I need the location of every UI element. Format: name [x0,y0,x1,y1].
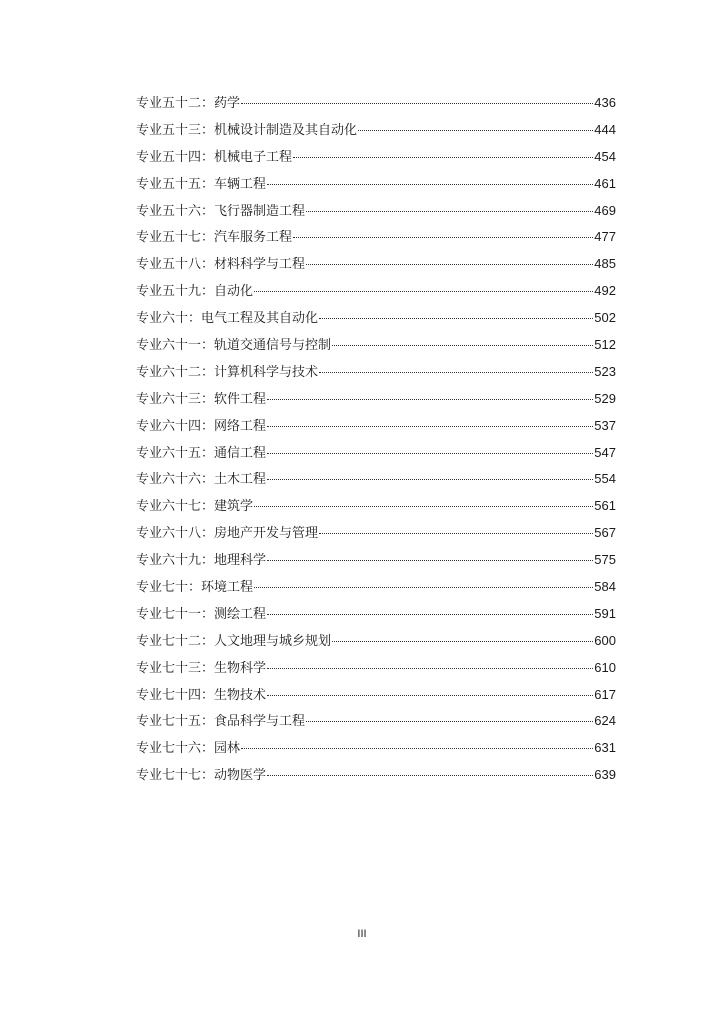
toc-entry-page-number[interactable]: 502 [594,310,616,326]
toc-entry-title[interactable]: 专业七十三：生物科学 [136,660,267,676]
toc-entry-title[interactable]: 专业七十六：园林 [136,741,241,757]
toc-entry[interactable] [136,119,616,146]
toc-entry[interactable] [136,684,616,711]
toc-dot-leader [254,281,593,292]
toc-entry-title[interactable]: 专业六十九：地理科学 [136,553,267,569]
toc-dot-leader [319,308,593,319]
toc-entry-title[interactable]: 专业六十七：建筑学 [136,499,254,515]
toc-entry-title[interactable]: 专业七十一：测绘工程 [136,606,267,622]
toc-entry-title[interactable]: 专业六十：电气工程及其自动化 [136,311,319,327]
toc-dot-leader [306,254,593,265]
toc-entry[interactable] [136,630,616,657]
toc-entry-title[interactable]: 专业七十四：生物技术 [136,687,267,703]
toc-entry-title[interactable]: 专业六十三：软件工程 [136,391,267,407]
toc-entry-page-number[interactable]: 591 [594,605,616,621]
toc-entry-page-number[interactable]: 529 [594,390,616,406]
toc-entry[interactable] [136,388,616,415]
toc-dot-leader [332,631,593,642]
toc-entry[interactable] [136,146,616,173]
toc-entry-page-number[interactable]: 610 [594,659,616,675]
toc-entry-title[interactable]: 专业六十二：计算机科学与技术 [136,364,319,380]
toc-entry-page-number[interactable]: 600 [594,632,616,648]
toc-entry-page-number[interactable]: 485 [594,256,616,272]
toc-dot-leader [332,335,593,346]
toc-dot-leader [267,550,593,561]
toc-dot-leader [267,416,593,427]
toc-entry-page-number[interactable]: 436 [594,95,616,110]
toc-entry[interactable] [136,549,616,576]
toc-entry[interactable] [136,468,616,495]
toc-entry-page-number[interactable]: 454 [594,148,616,164]
toc-entry-title[interactable]: 专业七十：环境工程 [136,580,254,596]
toc-entry-page-number[interactable]: 575 [594,552,616,568]
toc-entry-title[interactable]: 专业七十七：动物医学 [136,768,267,784]
toc-entry-title[interactable]: 专业六十八：房地产开发与管理 [136,526,319,542]
toc-entry[interactable] [136,361,616,388]
page-number: III [357,928,367,940]
toc-entry-title[interactable]: 专业五十三：机械设计制造及其自动化 [136,122,358,138]
toc-entry[interactable] [136,307,616,334]
toc-entry-page-number[interactable]: 561 [594,498,616,514]
toc-entry-title[interactable]: 专业六十一：轨道交通信号与控制 [136,338,332,354]
toc-dot-leader [293,227,593,238]
toc-entry[interactable] [136,522,616,549]
toc-dot-leader [241,93,593,104]
toc-entry-title[interactable]: 专业六十五：通信工程 [136,445,267,461]
toc-entry-page-number[interactable]: 584 [594,579,616,595]
toc-entry-page-number[interactable]: 547 [594,444,616,460]
toc-dot-leader [267,469,593,480]
toc-entry-page-number[interactable]: 444 [594,121,616,137]
toc-entry-title[interactable]: 专业六十六：土木工程 [136,472,267,488]
toc-dot-leader [293,147,593,158]
toc-entry-page-number[interactable]: 639 [594,767,616,783]
toc-entry[interactable] [136,657,616,684]
toc-dot-leader [319,362,593,373]
toc-entry[interactable] [136,576,616,603]
toc-entry[interactable] [136,253,616,280]
toc-entry-page-number[interactable]: 523 [594,363,616,379]
toc-dot-leader [267,174,593,185]
toc-entry[interactable] [136,710,616,737]
toc-entry[interactable] [136,764,616,791]
toc-entry[interactable] [136,200,616,227]
toc-entry-title[interactable]: 专业七十二：人文地理与城乡规划 [136,633,332,649]
toc-entry[interactable] [136,495,616,522]
toc-dot-leader [306,201,593,212]
toc-entry-page-number[interactable]: 477 [594,229,616,245]
toc-dot-leader [306,711,593,722]
toc-dot-leader [267,604,593,615]
toc-entry-page-number[interactable]: 469 [594,202,616,218]
toc-entry-page-number[interactable]: 617 [594,686,616,702]
toc-dot-leader [267,658,593,669]
toc-dot-leader [358,120,593,131]
toc-dot-leader [267,765,593,776]
toc-dot-leader [267,389,593,400]
toc-entry[interactable] [136,173,616,200]
toc-entry-title[interactable]: 专业六十四：网络工程 [136,418,267,434]
toc-entry-title[interactable]: 专业五十八：材料科学与工程 [136,257,306,273]
toc-entry-page-number[interactable]: 567 [594,525,616,541]
toc-entry-page-number[interactable]: 537 [594,417,616,433]
table-of-contents [136,92,616,791]
toc-entry-title[interactable]: 专业五十五：车辆工程 [136,176,267,192]
toc-entry-title[interactable]: 专业七十五：食品科学与工程 [136,714,306,730]
toc-entry[interactable] [136,737,616,764]
toc-entry-title[interactable]: 专业五十九：自动化 [136,284,254,300]
toc-entry[interactable] [136,92,616,119]
toc-entry-page-number[interactable]: 631 [594,740,616,756]
toc-dot-leader [267,443,593,454]
toc-entry[interactable] [136,280,616,307]
toc-entry[interactable] [136,442,616,469]
toc-dot-leader [254,577,593,588]
toc-entry-title[interactable]: 专业五十六：飞行器制造工程 [136,203,306,219]
toc-entry-page-number[interactable]: 492 [594,283,616,299]
toc-entry-page-number[interactable]: 554 [594,471,616,487]
toc-entry[interactable] [136,334,616,361]
toc-entry-title[interactable]: 专业五十七：汽车服务工程 [136,230,293,246]
toc-dot-leader [241,738,593,749]
toc-entry-title[interactable]: 专业五十二：药学 [136,96,241,111]
toc-entry-title[interactable]: 专业五十四：机械电子工程 [136,149,293,165]
toc-entry-page-number[interactable]: 461 [594,175,616,191]
toc-entry[interactable] [136,603,616,630]
toc-entry[interactable] [136,226,616,253]
toc-entry-page-number[interactable]: 624 [594,713,616,729]
toc-dot-leader [319,523,593,534]
toc-entry-page-number[interactable]: 512 [594,337,616,353]
toc-dot-leader [267,685,593,696]
toc-entry[interactable] [136,415,616,442]
toc-dot-leader [254,496,593,507]
